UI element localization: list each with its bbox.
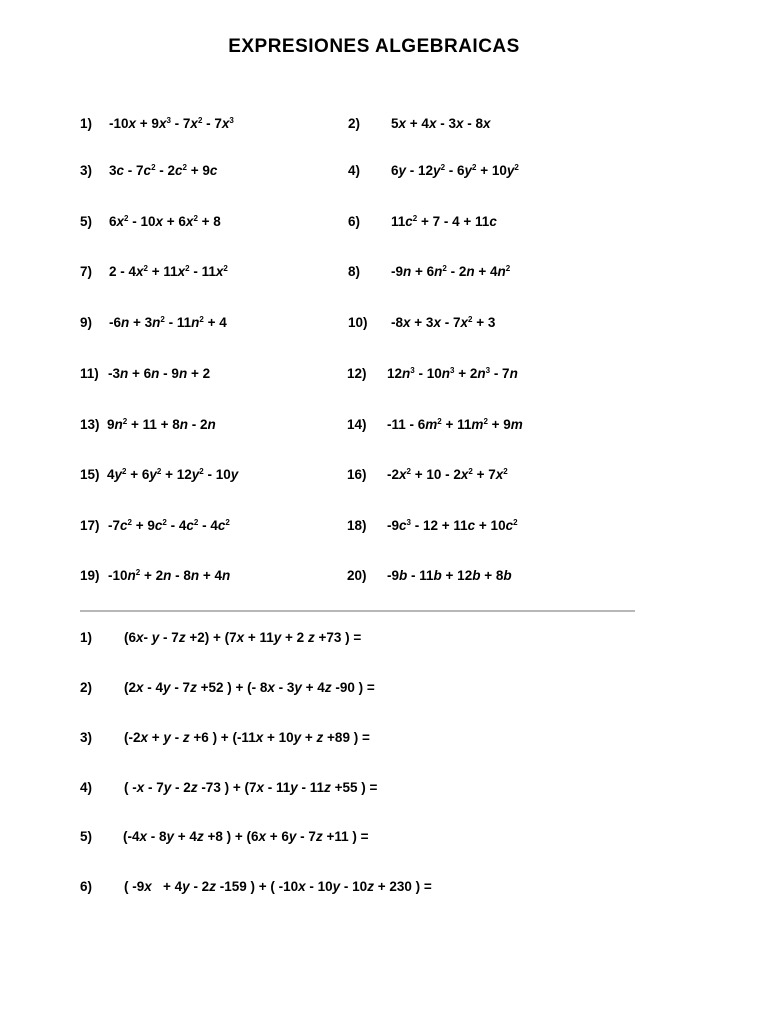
expression: ( -9x + 4y - 2z -159 ) + ( -10x - 10y - 10z + 230 ) = (124, 879, 432, 894)
expression: -3n + 6n - 9n + 2 (108, 366, 211, 381)
expression: $-10n^2 + 2n - 8n + 4n$ (108, 568, 231, 583)
expression: $-10x + 9x^3 - 7x^2 - 7x^3$ (109, 116, 234, 131)
exercise-number: 5) (80, 829, 93, 844)
exercise-number: 6) (80, 879, 93, 894)
exercise-number: 15) (80, 467, 100, 482)
exercise-number: 1) (80, 630, 93, 645)
expression: $-7c^2 + 9c^2 - 4c^2 - 4c^2$ (108, 518, 230, 533)
expression: $-2x^2 + 10 - 2x^2 + 7x^2$ (387, 467, 508, 482)
exercise-number: 13) (80, 417, 100, 432)
page-title: EXPRESIONES ALGEBRAICAS (228, 36, 520, 57)
exercise-number: 1) (80, 116, 93, 131)
exercise-number: 2) (348, 116, 361, 131)
exercise-number: 9) (80, 315, 93, 330)
exercise-number: 16) (347, 467, 367, 482)
expression: $-11 - 6m^2 + 11m^2 + 9m$ (387, 417, 523, 432)
exercise-number: 12) (347, 366, 367, 381)
expression: $6y - 12y^2 - 6y^2 + 10y^2$ (391, 163, 519, 178)
expression: $-9n + 6n^2 - 2n + 4n^2$ (391, 264, 511, 279)
expression: ( -x - 7y - 2z -73 ) + (7x - 11y - 11z +55 ) = (124, 780, 378, 795)
expression: $12n^3 - 10n^3 + 2n^3 - 7n$ (387, 366, 518, 381)
expression: $6x^2 - 10x + 6x^2 + 8$ (109, 214, 221, 229)
exercise-number: 8) (348, 264, 361, 279)
expression: $-8x + 3x - 7x^2 + 3$ (391, 315, 496, 330)
exercise-number: 14) (347, 417, 367, 432)
expression: (-4x - 8y + 4z +8 ) + (6x + 6y - 7z +11 ) = (123, 829, 369, 844)
expression: (6x- y - 7z +2) + (7x + 11y + 2 z +73 ) = (124, 630, 362, 645)
expression: -9b - 11b + 12b + 8b (387, 568, 512, 583)
exercise-number: 5) (80, 214, 93, 229)
exercise-number: 18) (347, 518, 367, 533)
exercise-number: 6) (348, 214, 361, 229)
expression: $-9c^3 - 12 + 11c + 10c^2$ (387, 518, 518, 533)
exercise-number: 20) (347, 568, 367, 583)
expression: $2 - 4x^2 + 11x^2 - 11x^2$ (109, 264, 228, 279)
expression: (2x - 4y - 7z +52 ) + (- 8x - 3y + 4z -90 ) = (124, 680, 375, 695)
exercise-number: 7) (80, 264, 93, 279)
expression: $11c^2 + 7 - 4 + 11c$ (391, 214, 497, 229)
exercise-number: 19) (80, 568, 100, 583)
expression: $-6n + 3n^2 - 11n^2 + 4$ (109, 315, 227, 330)
expression: $4y^2 + 6y^2 + 12y^2 - 10y$ (107, 467, 239, 482)
exercise-number: 2) (80, 680, 93, 695)
exercise-number: 17) (80, 518, 100, 533)
exercise-number: 4) (80, 780, 93, 795)
exercise-number: 10) (348, 315, 368, 330)
section-divider (80, 610, 635, 612)
expression: 5x + 4x - 3x - 8x (391, 116, 491, 131)
expression: $3c - 7c^2 - 2c^2 + 9c$ (109, 163, 218, 178)
exercise-number: 3) (80, 163, 93, 178)
expression: $9n^2 + 11 + 8n - 2n$ (107, 417, 216, 432)
expression: (-2x + y - z +6 ) + (-11x + 10y + z +89 ) = (124, 730, 370, 745)
exercise-number: 11) (80, 366, 99, 381)
exercise-number: 3) (80, 730, 93, 745)
exercise-number: 4) (348, 163, 361, 178)
